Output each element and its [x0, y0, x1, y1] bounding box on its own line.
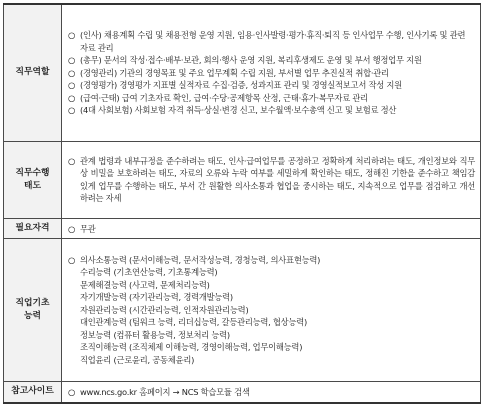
bullet-circle-icon: ○	[68, 30, 75, 40]
row-reference-site	[4, 382, 481, 403]
competency-item-numeracy: 수리능력 (기초연산능력, 기초통계능력)	[80, 267, 218, 278]
role-item-management: ○ (경영관리) 기관의 경영목표 및 주요 업무계획 수립 지원, 부서별 업무 추진실적 취합·관리	[68, 67, 389, 78]
role-item-hr: ○ (인사) 채용계획 수립 및 채용전형 운영 지원, 임용·인사발령·평가·휴직·퇴직 등 인사업무 수행, 인사기록 및 관련 자료 관리	[68, 30, 466, 53]
qualification-item: ○ 무관	[68, 223, 96, 234]
qualification-heading: 필요자격	[4, 218, 62, 239]
job-role-content	[62, 4, 481, 141]
bullet-circle-icon: ○	[68, 92, 75, 103]
reference-site-text: www.ncs.go.kr 홈페이지 → NCS 학습모듈 검색	[80, 387, 250, 397]
row-work-attitude	[4, 141, 481, 218]
job-role-heading: 직무역할	[4, 4, 62, 141]
competency-item-organization: 조직이해능력 (조직체제 이해능력, 경영이해능력, 업무이해능력)	[80, 342, 303, 353]
bullet-circle-icon: ○	[68, 80, 75, 90]
reference-site-item	[68, 386, 475, 399]
work-attitude-heading: 직무수행 태도	[4, 141, 62, 218]
bullet-circle-icon: ○	[68, 387, 75, 397]
row-job-role	[4, 4, 481, 141]
competency-item-problem-solving: 문제해결능력 (사고력, 문제처리능력)	[80, 279, 210, 290]
work-attitude-content	[62, 141, 481, 218]
bullet-circle-icon: ○	[68, 254, 75, 265]
competency-item-work-ethics: 직업윤리 (근로윤리, 공동체윤리)	[80, 354, 195, 365]
row-required-qualification	[4, 218, 481, 239]
job-description-table	[3, 3, 481, 404]
qualification-content	[62, 218, 481, 239]
reference-site-heading: 참고사이트	[4, 382, 62, 403]
competency-item-communication: ○ 의사소통능력 (문서이해능력, 문서작성능력, 경청능력, 의사표현능력)	[68, 254, 321, 265]
competency-item-resource-management: 자원관리능력 (시간관리능력, 인적자원관리능력)	[80, 304, 249, 315]
role-item-general-affairs: ○ (총무) 문서의 작성·접수·배부·보관, 회의·행사 운영 지원, 복리후생제도 운영 및 부서 행정업무 지원	[68, 55, 422, 65]
bullet-circle-icon: ○	[68, 55, 75, 65]
bullet-circle-icon: ○	[68, 67, 75, 78]
basic-competency-heading: 직업기초 능력	[4, 239, 62, 382]
bullet-circle-icon: ○	[68, 155, 75, 166]
role-item-payroll: ○ (급여·근태) 급여 기초자료 확인, 급여·수당·공제항목 산정, 근태·휴가·복무자료 관리	[68, 92, 368, 103]
bullet-circle-icon: ○	[68, 223, 75, 234]
competency-item-interpersonal: 대인관계능력 (팀워크 능력, 리더십능력, 갈등관리능력, 협상능력)	[80, 317, 307, 328]
role-item-social-insurance: ○ (4대 사회보험) 사회보험 자격 취득·상실·변경 신고, 보수월액·보수총액 신고 및 보험료 정산	[68, 105, 397, 115]
attitude-item: ○ 관계 법령과 내부규정을 준수하려는 태도, 인사·급여업무를 공정하고 정확하게 처리하려는 태도, 개인정보와 직무상 비밀을 보호하려는 태도, 자료의 오류와 누락 여부를 세밀하게 확인하는 태도, 정해진 기한을 준수하고 책임감 있게 업무를 수행하는 태도, 부서 간 원활한 의사소통과 협업을 중시하는 태도, 지속적으로 업무를 점검하고 개선하려는 자세	[68, 155, 475, 203]
bullet-circle-icon: ○	[68, 105, 75, 115]
reference-site-content	[62, 382, 481, 403]
competency-item-information: 정보능력 (컴퓨터 활용능력, 정보처리 능력)	[80, 329, 230, 340]
row-basic-competency	[4, 239, 481, 382]
basic-competency-content	[62, 239, 481, 382]
role-item-evaluation: ○ (경영평가) 경영평가 지표별 실적자료 수집·검증, 성과지표 관리 및 경영실적보고서 작성 지원	[68, 80, 402, 90]
competency-item-self-development: 자기개발능력 (자기관리능력, 경력개발능력)	[80, 292, 233, 303]
